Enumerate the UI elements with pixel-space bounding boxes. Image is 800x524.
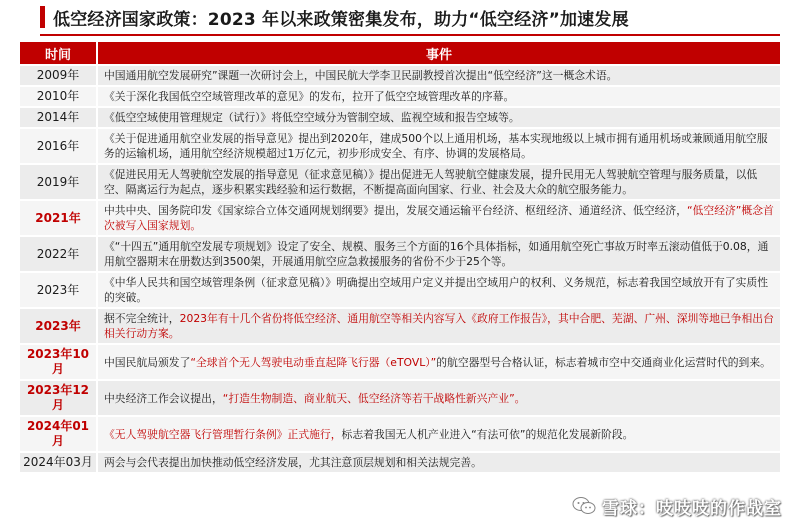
table-row	[20, 309, 780, 343]
row-year: 2022年	[20, 237, 98, 271]
page-title: 低空经济国家政策：2023 年以来政策密集发布，助力“低空经济”加速发展	[53, 9, 629, 30]
table-row	[20, 165, 780, 199]
table-row	[20, 108, 780, 127]
title-bar	[0, 0, 800, 34]
event-text-highlight: “低空经济”概念首次被写入国家规划。	[104, 204, 774, 232]
wechat-icon	[572, 496, 596, 516]
table-row	[20, 87, 780, 106]
event-text: 《促进民用无人驾驶航空发展的指导意见（征求意见稿）》提出促进无人驾驶航空健康发展，提升民用无人驾驶航空管理与服务质量，以低空、隔离运行为起点，逐步积累实践经验和运行数据，不断提高面向国家、行业、社会及大众的航空服务能力。	[104, 168, 758, 196]
row-event	[98, 417, 780, 451]
row-event	[98, 381, 780, 415]
row-event	[98, 309, 780, 343]
event-text: 《关于促进通用航空业发展的指导意见》提出到2020年，建成500个以上通用机场，基本实现地级以上城市拥有通用机场或兼顾通用航空服务的运输机场，通用航空经济规模超过1万亿元，初步形成安全、有序、协调的发展格局。	[104, 132, 768, 160]
table-row	[20, 381, 780, 415]
row-event	[98, 66, 780, 85]
event-text: 中共中央、国务院印发《国家综合立体交通网规划纲要》提出，发展交通运输平台经济、枢纽经济、通道经济、低空经济，	[104, 204, 688, 217]
table-row	[20, 201, 780, 235]
row-year: 2024年01月	[20, 417, 98, 451]
row-event	[98, 201, 780, 235]
event-text-highlight: “打造生物制造、商业航天、低空经济等若干战略性新兴产业”。	[222, 391, 526, 405]
event-text: 《低空空域使用管理规定（试行）》将低空空域分为管制空域、监视空域和报告空域等。	[104, 111, 520, 124]
row-year: 2023年12月	[20, 381, 98, 415]
row-year: 2021年	[20, 201, 98, 235]
event-text-highlight: 《无人驾驶航空器飞行管理暂行条例》正式施行，	[104, 427, 342, 441]
watermark	[572, 492, 782, 520]
row-year: 2014年	[20, 108, 98, 127]
event-text: 中央经济工作会议提出，	[104, 391, 223, 405]
table-row	[20, 345, 780, 379]
watermark-text: 雪球：吱吱吱的作战室	[602, 498, 782, 519]
event-text: 两会与会代表提出加快推动低空经济发展，尤其注意顶层规划和相关法规完善。	[104, 456, 482, 469]
title-accent-bar	[40, 6, 45, 28]
event-text: 的航空器型号合格认证，标志着城市空中交通商业化运营时代的到来。	[436, 355, 771, 369]
table-row	[20, 417, 780, 451]
row-event	[98, 237, 780, 271]
event-text: 《关于深化我国低空空域管理改革的意见》的发布，拉开了低空空域管理改革的序幕。	[104, 90, 515, 103]
row-year: 2016年	[20, 129, 98, 163]
policy-timeline-table	[20, 40, 780, 474]
table-row	[20, 129, 780, 163]
row-year: 2023年10月	[20, 345, 98, 379]
table-row	[20, 66, 780, 85]
table-header-row	[20, 42, 780, 64]
row-year: 2009年	[20, 66, 98, 85]
row-event	[98, 165, 780, 199]
event-text-highlight: 2023年有十几个省份将低空经济、通用航空等相关内容写入《政府工作报告》，其中合肥、芜湖、广州、深圳等地已争相出台相关行动方案。	[104, 312, 774, 340]
row-event	[98, 87, 780, 106]
event-text: 中国民航局颁发了	[104, 355, 191, 369]
row-year: 2010年	[20, 87, 98, 106]
table-row	[20, 453, 780, 472]
row-year: 2023年	[20, 309, 98, 343]
row-year: 2019年	[20, 165, 98, 199]
row-year: 2024年03月	[20, 453, 98, 472]
row-event	[98, 108, 780, 127]
event-text: 《“十四五”通用航空发展专项规划》设定了安全、规模、服务三个方面的16个具体指标，如通用航空死亡事故万时率五滚动值低于0.08，通用航空器期末在册数达到3500架，开展通用航空应急救援服务的省份不少于25个等。	[104, 240, 769, 268]
event-text-highlight: “全球首个无人驾驶电动垂直起降飞行器（eTOVL）”	[190, 355, 437, 369]
row-year: 2023年	[20, 273, 98, 307]
row-event	[98, 345, 780, 379]
column-header-event: 事件	[98, 42, 780, 64]
event-text: 据不完全统计，	[104, 312, 180, 325]
row-event	[98, 273, 780, 307]
table-row	[20, 237, 780, 271]
row-event	[98, 453, 780, 472]
table-row	[20, 273, 780, 307]
row-event	[98, 129, 780, 163]
event-text: 中国通用航空发展研究”课题一次研讨会上，中国民航大学李卫民副教授首次提出“低空经济”这一概念术语。	[104, 69, 618, 82]
title-divider	[40, 34, 780, 36]
column-header-year: 时间	[20, 42, 98, 64]
event-text: 标志着我国无人机产业进入“有法可依”的规范化发展新阶段。	[341, 427, 634, 441]
event-text: 《中华人民共和国空域管理条例（征求意见稿）》明确提出空域用户定义并提出空域用户的权利、义务规范，标志着我国空域放开有了实质性的突破。	[104, 276, 769, 304]
